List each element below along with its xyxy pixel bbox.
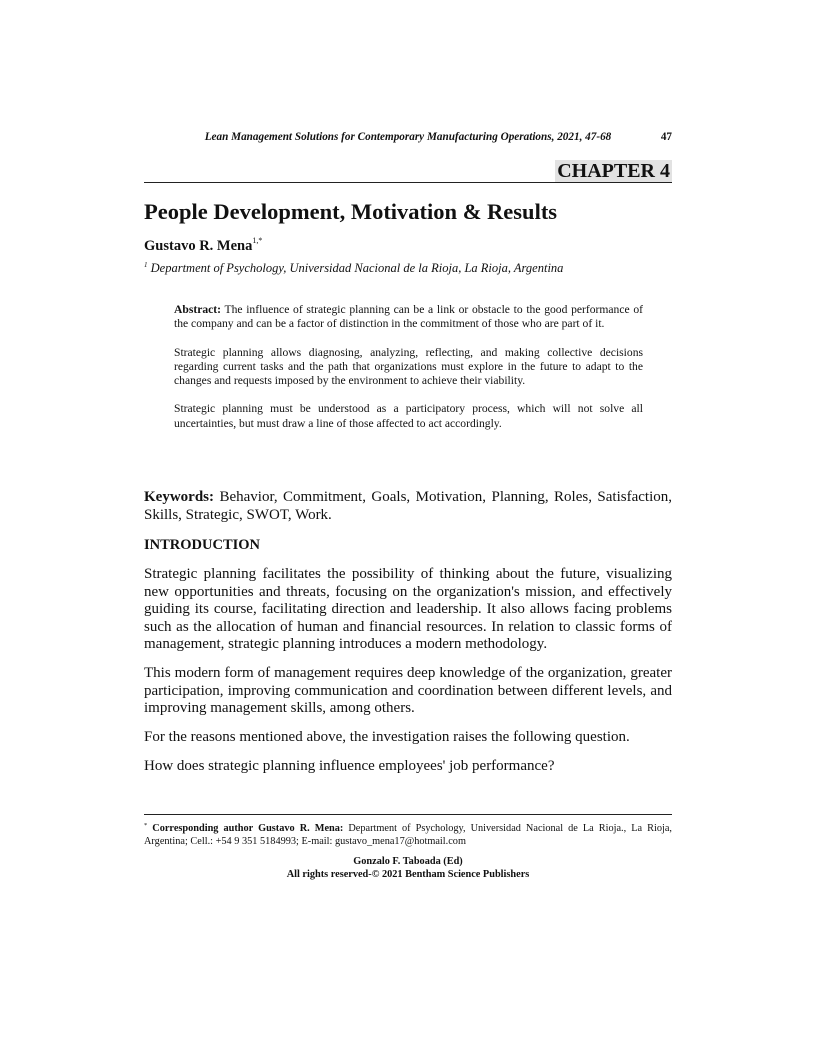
chapter-rule <box>144 182 672 183</box>
journal-title: Lean Management Solutions for Contemporary Manufacturing Operations <box>204 131 552 143</box>
abstract-text: The influence of strategic planning can be a link or obstacle to the good performance of the company and can be a factor of distinction in the commitment of those who are part of it. <box>174 303 643 331</box>
page-number: 47 <box>660 131 672 143</box>
abstract-paragraph <box>174 303 643 331</box>
section-heading: INTRODUCTION <box>144 537 261 553</box>
editor-info <box>144 855 672 881</box>
keywords <box>144 488 672 524</box>
chapter-title: People Development, Motivation & Results <box>144 199 558 224</box>
body-paragraph: Strategic planning facilitates the possibility of thinking about the future, visualizing new opportunities and threats, focusing on the organization's mission, and effectively guiding its course, facilitating direction and leadership. It also allows facing problems such as the allocation of human and financial resources. In relation to classic forms of management, strategic planning introduces a modern methodology. <box>144 566 672 653</box>
running-head <box>144 131 672 143</box>
year-pages: , 2021, 47-68 <box>551 131 612 143</box>
affiliation <box>144 261 563 276</box>
body-text <box>144 566 672 787</box>
footnote-label: Corresponding author Gustavo R. Mena: <box>147 823 344 834</box>
abstract <box>174 303 643 445</box>
abstract-label: Abstract: <box>174 303 222 316</box>
footnote-text: Department of Psychology, Universidad Nacional de La Rioja., La Rioja, Argentina; Cell.: +54 9 351 5184993; E-mail: gustavo_mena17@hotmail.com <box>144 823 672 847</box>
footnote <box>144 820 672 848</box>
abstract-paragraph: Strategic planning allows diagnosing, analyzing, reflecting, and making collective decisions regarding current tasks and the path that organizations must explore in the future to adapt to the changes and requests imposed by the environment to achieve their viability. <box>174 345 643 387</box>
author-sup: 1,* <box>252 236 263 245</box>
copyright: All rights reserved-© 2021 Bentham Science Publishers <box>286 869 530 880</box>
author <box>144 236 262 255</box>
body-paragraph: How does strategic planning influence employees' job performance? <box>144 757 555 774</box>
body-paragraph: For the reasons mentioned above, the investigation raises the following question. <box>144 729 630 746</box>
chapter-label: CHAPTER 4 <box>557 160 670 182</box>
editor-name: Gonzalo F. Taboada (Ed) <box>353 856 463 867</box>
keywords-text: Behavior, Commitment, Goals, Motivation, Planning, Roles, Satisfaction, Skills, Strategic, SWOT, Work. <box>144 489 672 523</box>
affiliation-text: Department of Psychology, Universidad Nacional de la Rioja, La Rioja, Argentina <box>147 261 564 275</box>
author-name: Gustavo R. Mena <box>144 238 253 254</box>
affiliation-sup: 1 <box>144 261 148 269</box>
abstract-paragraph: Strategic planning must be understood as a participatory process, which will not solve all uncertainties, but must draw a line of those affected to act accordingly. <box>174 402 643 430</box>
keywords-label: Keywords: <box>144 489 214 505</box>
body-paragraph: This modern form of management requires deep knowledge of the organization, greater participation, improving communication and coordination between different levels, and improving management skills, among others. <box>144 665 672 717</box>
footnote-sup: * <box>144 822 148 829</box>
footnote-rule <box>144 814 672 815</box>
